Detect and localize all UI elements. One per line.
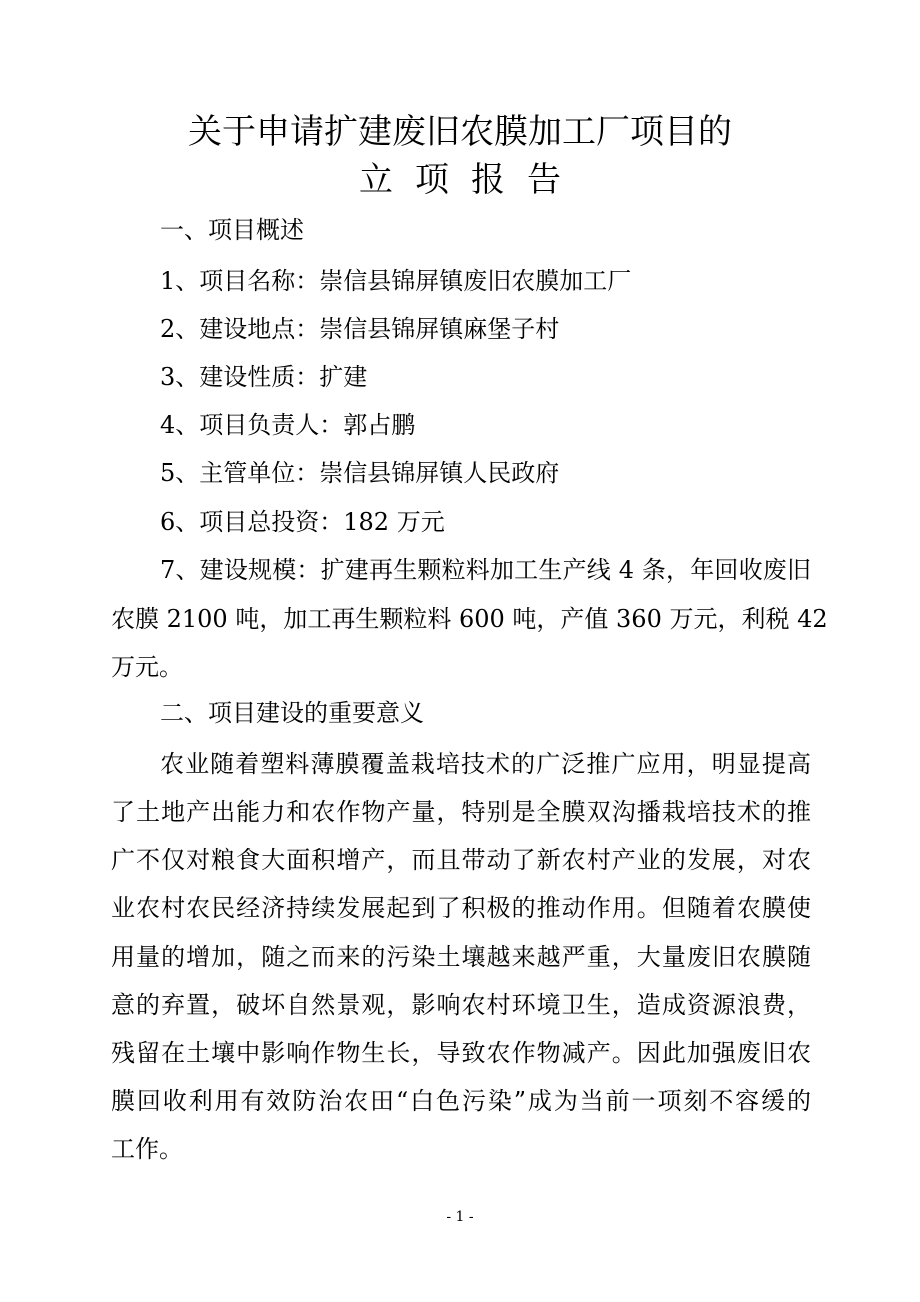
paragraph-line: 意的弃置，破坏自然景观，影响农村环境卫生，造成资源浪费， — [111, 991, 811, 1019]
overview-item-nature: 3、建设性质：扩建 — [160, 363, 368, 391]
document-title-line-2: 立项报告 — [359, 160, 583, 200]
overview-item-project-name: 1、项目名称：崇信县锦屏镇废旧农膜加工厂 — [160, 267, 632, 295]
overview-item-scale-line-1: 7、建设规模：扩建再生颗粒料加工生产线 4 条，年回收废旧 — [160, 556, 811, 584]
paragraph-line: 广不仅对粮食大面积增产，而且带动了新农村产业的发展，对农 — [111, 846, 811, 874]
paragraph-line: 用量的增加，随之而来的污染土壤越来越严重，大量废旧农膜随 — [111, 943, 811, 971]
document-title-line-1: 关于申请扩建废旧农膜加工厂项目的 — [188, 112, 732, 152]
paragraph-line: 业农村农民经济持续发展起到了积极的推动作用。但随着农膜使 — [111, 894, 811, 922]
overview-item-location: 2、建设地点：崇信县锦屏镇麻堡子村 — [160, 315, 560, 343]
page-number: - 1 - — [446, 1209, 474, 1225]
paragraph-line: 农业随着塑料薄膜覆盖栽培技术的广泛推广应用，明显提高 — [160, 750, 811, 778]
paragraph-line: 了土地产出能力和农作物产量，特别是全膜双沟播栽培技术的推 — [111, 798, 811, 826]
paragraph-line: 膜回收利用有效防治农田“白色污染”成为当前一项刻不容缓的 — [111, 1087, 811, 1115]
overview-item-responsible-person: 4、项目负责人：郭占鹏 — [160, 411, 416, 439]
section-heading-overview: 一、项目概述 — [160, 216, 304, 244]
overview-item-scale-line-3: 万元。 — [111, 653, 183, 681]
overview-item-authority: 5、主管单位：崇信县锦屏镇人民政府 — [160, 459, 560, 487]
overview-item-scale-line-2: 农膜 2100 吨，加工再生颗粒料 600 吨，产值 360 万元，利税 42 — [111, 605, 828, 633]
overview-item-investment: 6、项目总投资：182 万元 — [160, 508, 445, 536]
paragraph-line: 残留在土壤中影响作物生长，导致农作物减产。因此加强废旧农 — [111, 1039, 811, 1067]
section-heading-significance: 二、项目建设的重要意义 — [160, 699, 424, 727]
paragraph-line: 工作。 — [111, 1135, 183, 1163]
